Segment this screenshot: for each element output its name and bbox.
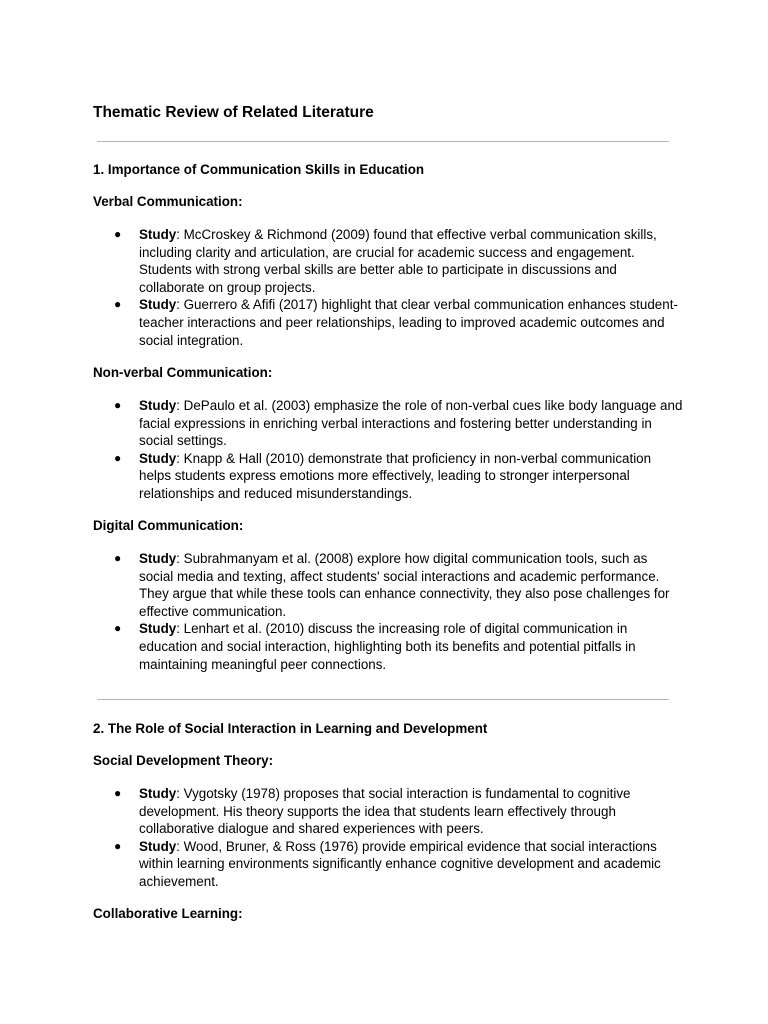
study-text: : Lenhart et al. (2010) discuss the increasing role of digital communication in education and social interaction, highlighting both its benefits and potential pitfalls in maintaining meaningful peer connections. [139, 621, 636, 672]
document-title: Thematic Review of Related Literature [93, 104, 374, 121]
study-label: Study [139, 398, 177, 413]
study-label: Study [139, 551, 177, 566]
bullet-icon: ● [114, 227, 122, 241]
study-text: : Subrahmanyam et al. (2008) explore how digital communication tools, such as social media and texting, affect students' social interactions and academic performance. They argue that while these tools can enhance connectivity, they also pose challenges for effective communication. [139, 551, 670, 619]
study-label: Study [139, 786, 177, 801]
study-label: Study [139, 838, 177, 854]
subsection-heading: Social Development Theory: [93, 753, 274, 768]
study-list [93, 550, 683, 673]
bullet-icon: ● [114, 398, 122, 412]
study-list [93, 397, 683, 503]
study-text: : Wood, Bruner, & Ross (1976) provide empirical evidence that social interactions within learning environments significantly enhance cognitive development and academic achievement. [139, 838, 661, 889]
bullet-icon: ● [114, 621, 122, 636]
study-label: Study [139, 450, 177, 466]
subsection-heading: Non-verbal Communication: [93, 365, 273, 380]
section-heading: 1. Importance of Communication Skills in Education [93, 162, 425, 177]
list-item [93, 550, 683, 620]
study-label: Study [139, 621, 177, 637]
horizontal-divider [97, 699, 669, 700]
bullet-icon: ● [114, 786, 122, 800]
bullet-icon: ● [114, 297, 122, 312]
study-text: : McCroskey & Richmond (2009) found that effective verbal communication skills, including clarity and articulation, are crucial for academic success and engagement. Students with strong verbal skills are better able to participate in discussions and collaborate on group projects. [139, 227, 657, 295]
list-item [93, 785, 683, 838]
section-heading: 2. The Role of Social Interaction in Learning and Development [93, 721, 488, 736]
horizontal-divider [97, 141, 669, 142]
bullet-icon: ● [114, 450, 122, 465]
study-label: Study [139, 227, 177, 242]
list-item [93, 397, 683, 450]
study-list [93, 785, 683, 891]
study-text: : Vygotsky (1978) proposes that social interaction is fundamental to cognitive development. His theory supports the idea that students learn effectively through collaborative dialogue and shared experiences with peers. [139, 786, 631, 837]
study-list [93, 226, 683, 349]
study-text: : Knapp & Hall (2010) demonstrate that proficiency in non-verbal communication helps students express emotions more effectively, leading to stronger interpersonal relationships and reduced misunderstandings. [139, 450, 652, 501]
subsection-heading: Verbal Communication: [93, 194, 243, 209]
subsection-heading: Collaborative Learning: [93, 906, 243, 921]
list-item [93, 226, 683, 296]
study-label: Study [139, 297, 177, 313]
study-text: : Guerrero & Afifi (2017) highlight that clear verbal communication enhances student-teacher interactions and peer relationships, leading to improved academic outcomes and social integration. [139, 297, 678, 348]
bullet-icon: ● [114, 838, 122, 853]
subsection-heading: Digital Communication: [93, 518, 244, 533]
list-item [93, 838, 683, 891]
list-item [93, 620, 683, 673]
bullet-icon: ● [114, 551, 122, 565]
study-text: : DePaulo et al. (2003) emphasize the role of non-verbal cues like body language and facial expressions in enriching verbal interactions and fostering better understanding in social settings. [139, 398, 683, 449]
list-item [93, 450, 683, 503]
list-item [93, 296, 683, 349]
